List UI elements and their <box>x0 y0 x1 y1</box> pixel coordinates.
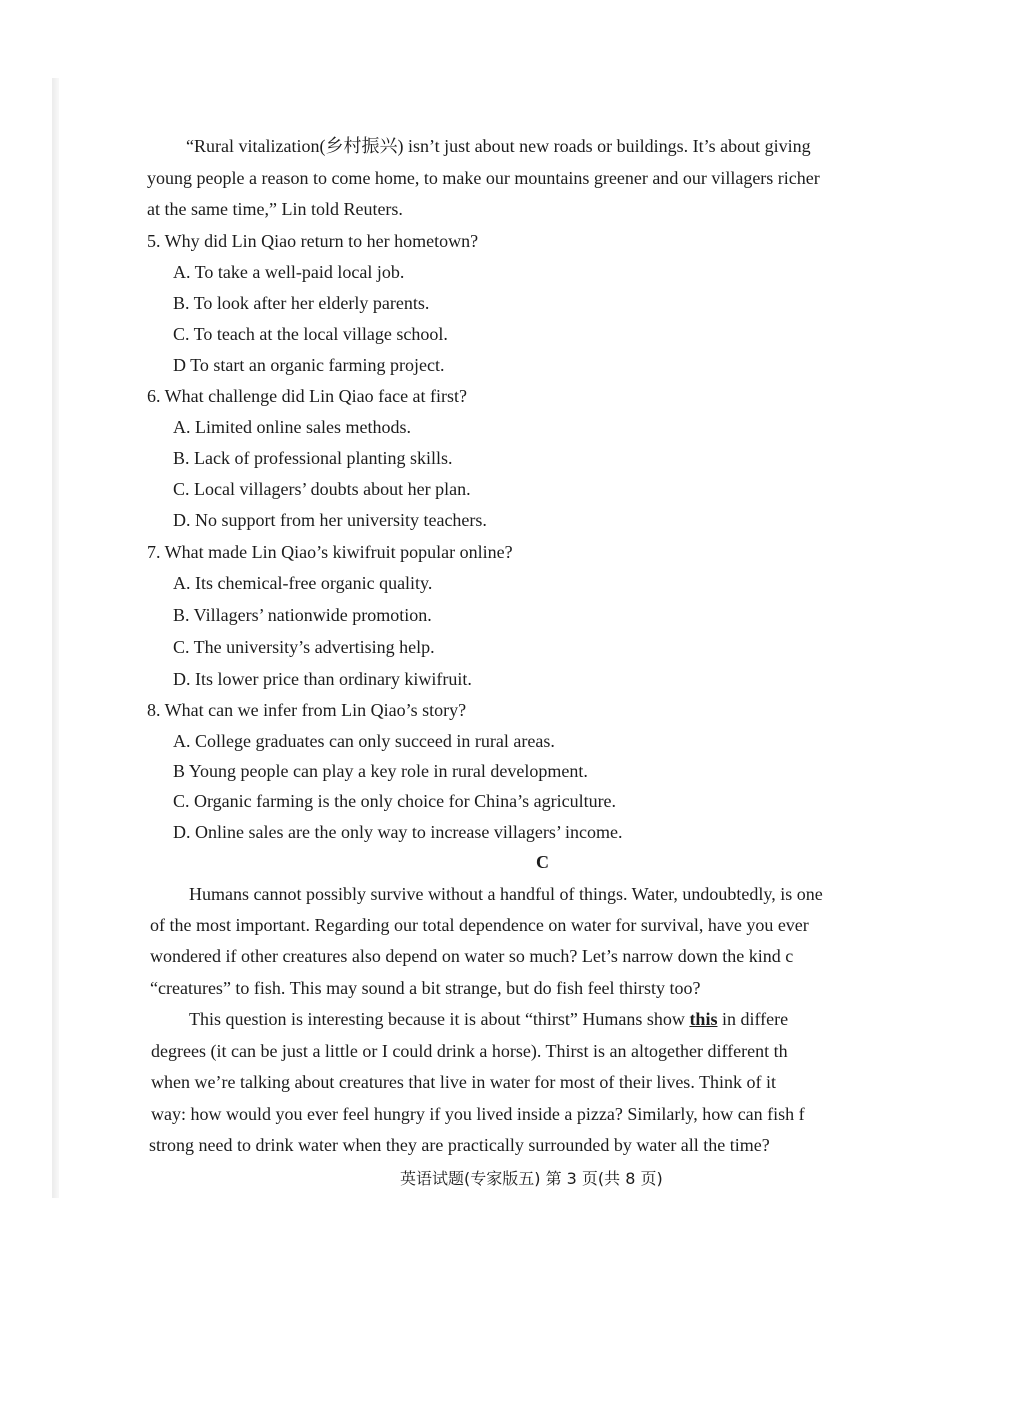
question-8-option-b: B Young people can play a key role in rural development. <box>173 761 588 781</box>
passage-c-text: This question is interesting because it is about “thirst” Humans show <box>189 1009 690 1029</box>
question-7-stem: 7. What made Lin Qiao’s kiwifruit popular online? <box>147 542 513 562</box>
passage-c-line: Humans cannot possibly survive without a handful of things. Water, undoubtedly, is one <box>189 884 823 904</box>
question-8-option-c: C. Organic farming is the only choice for China’s agriculture. <box>173 791 617 811</box>
question-7-option-a: A. Its chemical-free organic quality. <box>173 573 433 593</box>
passage-c-p2-first-line <box>189 1008 788 1030</box>
question-6-option-a: A. Limited online sales methods. <box>173 417 411 437</box>
question-6-option-c: C. Local villagers’ doubts about her plan. <box>173 479 471 499</box>
question-5-option-a: A. To take a well-paid local job. <box>173 262 405 282</box>
question-8-option-d: D. Online sales are the only way to increase villagers’ income. <box>173 822 623 842</box>
passage-b-line: at the same time,” Lin told Reuters. <box>147 199 403 219</box>
passage-b-line: young people a reason to come home, to make our mountains greener and our villagers richer <box>147 168 820 188</box>
section-c-heading: C <box>536 852 549 872</box>
passage-c-line: when we’re talking about creatures that live in water for most of their lives. Think of it <box>151 1072 776 1092</box>
passage-c-line: “creatures” to fish. This may sound a bit strange, but do fish feel thirsty too? <box>150 978 701 998</box>
question-5-option-c: C. To teach at the local village school. <box>173 324 448 344</box>
passage-c-text: in differe <box>717 1009 789 1029</box>
passage-b-line: “Rural vitalization(乡村振兴) isn’t just about new roads or buildings. It’s about giving <box>186 136 811 156</box>
passage-c-line: strong need to drink water when they are practically surrounded by water all the time? <box>149 1135 770 1155</box>
page-footer: 英语试题(专家版五) 第 3 页(共 8 页) <box>400 1169 663 1188</box>
question-8-stem: 8. What can we infer from Lin Qiao’s story? <box>147 700 467 720</box>
passage-c-line: wondered if other creatures also depend on water so much? Let’s narrow down the kind c <box>150 946 794 966</box>
passage-c-line: of the most important. Regarding our total dependence on water for survival, have you ever <box>150 915 809 935</box>
question-5-option-b: B. To look after her elderly parents. <box>173 293 430 313</box>
question-5-stem: 5. Why did Lin Qiao return to her hometown? <box>147 231 479 251</box>
question-7-option-b: B. Villagers’ nationwide promotion. <box>173 605 432 625</box>
question-6-option-b: B. Lack of professional planting skills. <box>173 448 453 468</box>
question-7-option-d: D. Its lower price than ordinary kiwifruit. <box>173 669 472 689</box>
question-6-stem: 6. What challenge did Lin Qiao face at first? <box>147 386 468 406</box>
passage-c-line: degrees (it can be just a little or I could drink a horse). Thirst is an altogether different th <box>151 1041 788 1061</box>
question-5-option-d: D To start an organic farming project. <box>173 355 445 375</box>
passage-c-line: way: how would you ever feel hungry if you lived inside a pizza? Similarly, how can fish f <box>151 1104 805 1124</box>
question-6-option-d: D. No support from her university teachers. <box>173 510 487 530</box>
question-7-option-c: C. The university’s advertising help. <box>173 637 435 657</box>
underlined-word: this <box>689 1009 718 1029</box>
question-8-option-a: A. College graduates can only succeed in rural areas. <box>173 731 555 751</box>
